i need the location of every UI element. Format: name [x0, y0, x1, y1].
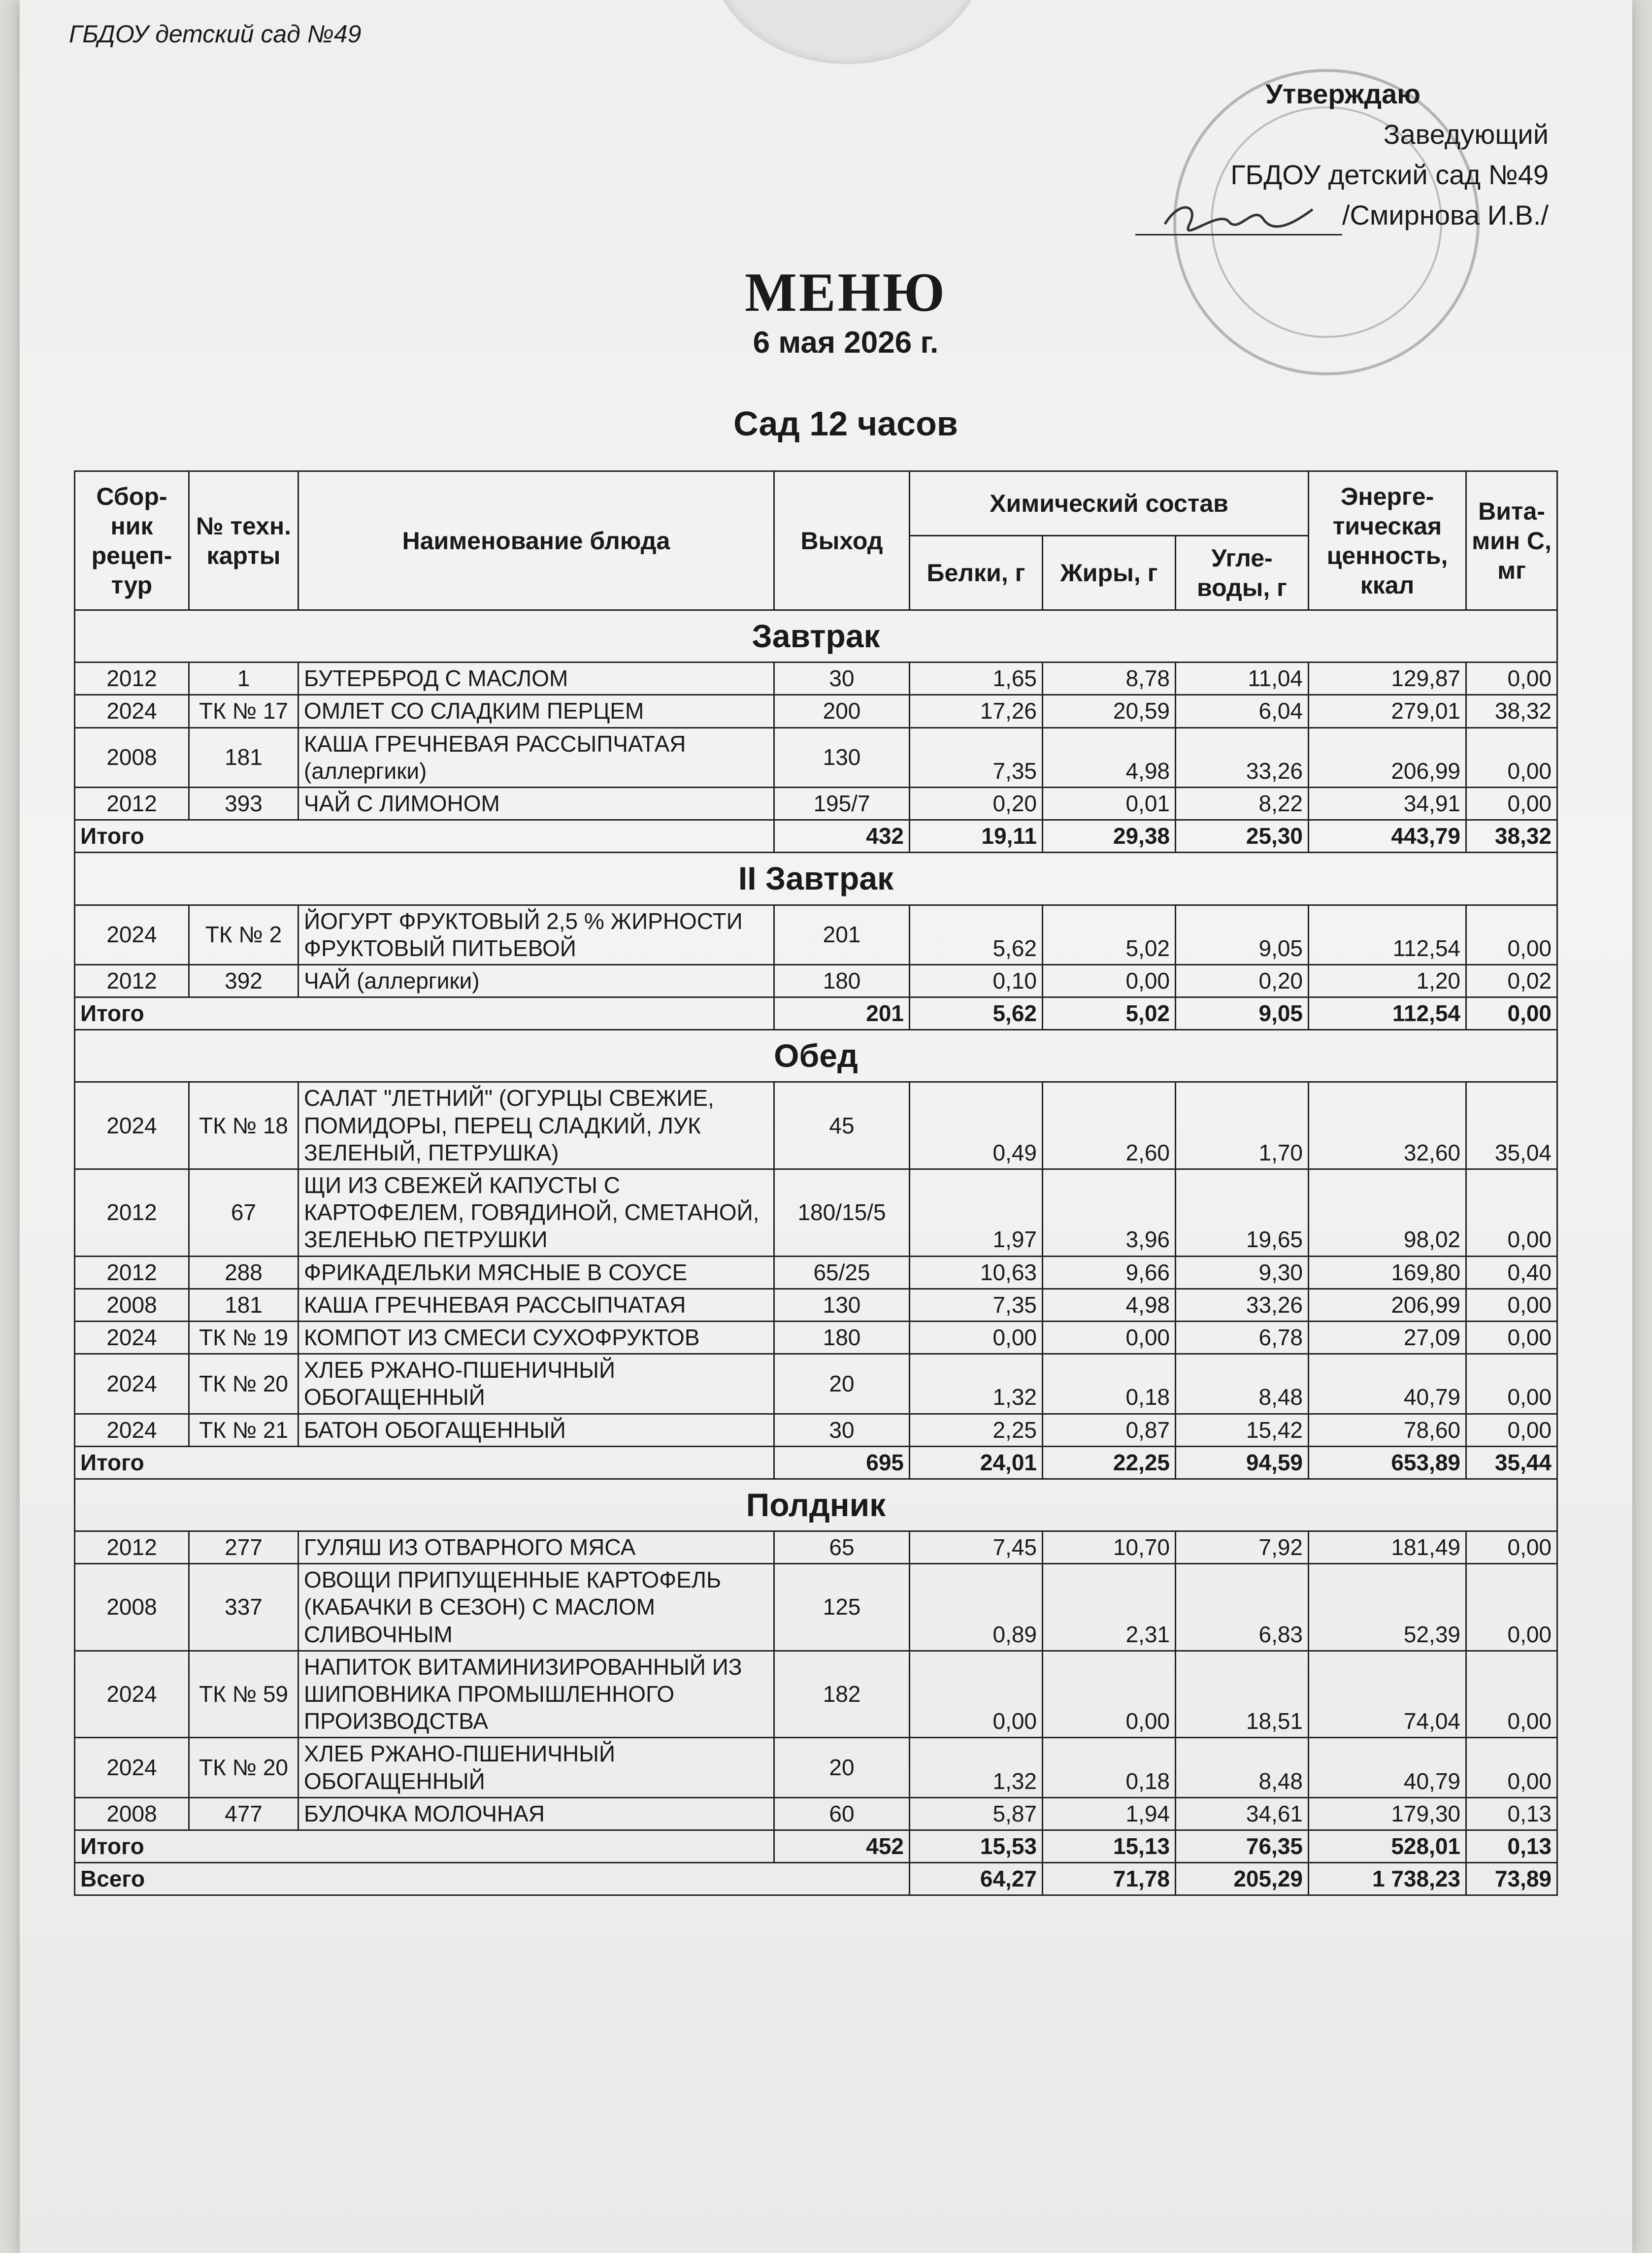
cell-fat: 4,98 [1043, 1289, 1176, 1321]
cell-yield: 45 [774, 1082, 910, 1169]
cell-protein: 1,32 [910, 1738, 1043, 1797]
cell-card: 288 [189, 1256, 298, 1289]
cell-collection-year: 2008 [75, 1564, 189, 1651]
table-row [75, 787, 1557, 820]
cell-carbs: 6,78 [1176, 1321, 1309, 1354]
section-title: Полдник [75, 1479, 1557, 1531]
cell-card: ТК № 17 [189, 695, 298, 728]
total-carbs: 76,35 [1176, 1830, 1309, 1862]
cell-protein: 0,10 [910, 964, 1043, 997]
cell-energy: 74,04 [1309, 1651, 1466, 1738]
table-row [75, 1564, 1557, 1651]
cell-vitamin-c: 0,13 [1466, 1797, 1557, 1830]
cell-energy: 34,91 [1309, 787, 1466, 820]
cell-energy: 206,99 [1309, 728, 1466, 787]
cell-vitamin-c: 0,40 [1466, 1256, 1557, 1289]
col-dish: Наименование блюда [298, 471, 774, 610]
cell-fat: 2,31 [1043, 1564, 1176, 1651]
menu-table [74, 470, 1558, 1896]
total-energy: 443,79 [1309, 820, 1466, 853]
col-chem: Химический состав [910, 471, 1309, 536]
cell-vitamin-c: 0,02 [1466, 964, 1557, 997]
col-collection: Сбор-ник рецеп-тур [75, 471, 189, 610]
total-fat: 5,02 [1043, 997, 1176, 1030]
cell-dish-name: САЛАТ "ЛЕТНИЙ" (ОГУРЦЫ СВЕЖИЕ, ПОМИДОРЫ, ПЕРЕЦ СЛАДКИЙ, ЛУК ЗЕЛЕНЫЙ, ПЕТРУШКА) [298, 1082, 774, 1169]
cell-protein: 17,26 [910, 695, 1043, 728]
cell-dish-name: ЧАЙ (аллергики) [298, 964, 774, 997]
cell-protein: 0,00 [910, 1651, 1043, 1738]
total-yield: 201 [774, 997, 910, 1030]
approve-org: ГБДОУ детский сад №49 [1230, 159, 1549, 190]
cell-carbs: 8,48 [1176, 1738, 1309, 1797]
cell-carbs: 9,30 [1176, 1256, 1309, 1289]
col-protein: Белки, г [910, 536, 1043, 610]
cell-fat: 0,87 [1043, 1414, 1176, 1446]
cell-dish-name: БУТЕРБРОД С МАСЛОМ [298, 663, 774, 695]
cell-yield: 195/7 [774, 787, 910, 820]
cell-collection-year: 2024 [75, 695, 189, 728]
cell-yield: 20 [774, 1738, 910, 1797]
cell-energy: 40,79 [1309, 1354, 1466, 1414]
total-carbs: 25,30 [1176, 820, 1309, 853]
total-vitamin-c: 35,44 [1466, 1446, 1557, 1479]
total-label: Итого [75, 1830, 774, 1862]
approve-signature-line [1105, 195, 1549, 235]
cell-dish-name: ГУЛЯШ ИЗ ОТВАРНОГО МЯСА [298, 1531, 774, 1564]
table-row [75, 1797, 1557, 1830]
table-row [75, 1256, 1557, 1289]
cell-protein: 7,45 [910, 1531, 1043, 1564]
cell-protein: 2,25 [910, 1414, 1043, 1446]
cell-fat: 4,98 [1043, 728, 1176, 787]
total-row [75, 820, 1557, 853]
table-row [75, 1651, 1557, 1738]
cell-dish-name: БУЛОЧКА МОЛОЧНАЯ [298, 1797, 774, 1830]
cell-energy: 78,60 [1309, 1414, 1466, 1446]
organization-header: ГБДОУ детский сад №49 [69, 20, 362, 48]
cell-card: 1 [189, 663, 298, 695]
cell-dish-name: КАША ГРЕЧНЕВАЯ РАССЫПЧАТАЯ [298, 1289, 774, 1321]
cell-card: ТК № 19 [189, 1321, 298, 1354]
cell-protein: 7,35 [910, 728, 1043, 787]
cell-energy: 206,99 [1309, 1289, 1466, 1321]
cell-yield: 180 [774, 1321, 910, 1354]
table-row [75, 1414, 1557, 1446]
cell-vitamin-c: 0,00 [1466, 1738, 1557, 1797]
total-yield: 452 [774, 1830, 910, 1862]
cell-vitamin-c: 38,32 [1466, 695, 1557, 728]
cell-vitamin-c: 0,00 [1466, 1321, 1557, 1354]
menu-subtitle: Сад 12 часов [733, 404, 958, 443]
cell-yield: 60 [774, 1797, 910, 1830]
cell-fat: 20,59 [1043, 695, 1176, 728]
cell-collection-year: 2024 [75, 1321, 189, 1354]
cell-dish-name: ЙОГУРТ ФРУКТОВЫЙ 2,5 % ЖИРНОСТИ ФРУКТОВЫЙ ПИТЬЕВОЙ [298, 905, 774, 964]
total-label: Итого [75, 997, 774, 1030]
section-row [75, 1479, 1557, 1531]
total-protein: 24,01 [910, 1446, 1043, 1479]
cell-dish-name: ХЛЕБ РЖАНО-ПШЕНИЧНЫЙ ОБОГАЩЕННЫЙ [298, 1738, 774, 1797]
cell-energy: 179,30 [1309, 1797, 1466, 1830]
cell-collection-year: 2012 [75, 787, 189, 820]
cell-vitamin-c: 0,00 [1466, 1531, 1557, 1564]
cell-energy: 52,39 [1309, 1564, 1466, 1651]
cell-collection-year: 2012 [75, 964, 189, 997]
cell-card: 393 [189, 787, 298, 820]
total-protein: 15,53 [910, 1830, 1043, 1862]
cell-card: 181 [189, 1289, 298, 1321]
cell-protein: 0,49 [910, 1082, 1043, 1169]
cell-collection-year: 2024 [75, 1354, 189, 1414]
cell-yield: 180 [774, 964, 910, 997]
cell-carbs: 6,83 [1176, 1564, 1309, 1651]
cell-carbs: 15,42 [1176, 1414, 1309, 1446]
table-row [75, 728, 1557, 787]
cell-vitamin-c: 0,00 [1466, 787, 1557, 820]
cell-card: 477 [189, 1797, 298, 1830]
cell-yield: 182 [774, 1651, 910, 1738]
table-row [75, 1354, 1557, 1414]
cell-collection-year: 2008 [75, 728, 189, 787]
cell-protein: 1,32 [910, 1354, 1043, 1414]
cell-protein: 5,62 [910, 905, 1043, 964]
cell-energy: 32,60 [1309, 1082, 1466, 1169]
table-row [75, 1738, 1557, 1797]
cell-energy: 1,20 [1309, 964, 1466, 997]
cell-energy: 98,02 [1309, 1169, 1466, 1257]
total-label: Итого [75, 820, 774, 853]
cell-fat: 0,00 [1043, 964, 1176, 997]
grand-total-label: Всего [75, 1863, 910, 1895]
cell-carbs: 33,26 [1176, 728, 1309, 787]
total-carbs: 94,59 [1176, 1446, 1309, 1479]
total-protein: 19,11 [910, 820, 1043, 853]
cell-fat: 0,00 [1043, 1651, 1176, 1738]
cell-protein: 5,87 [910, 1797, 1043, 1830]
cell-energy: 279,01 [1309, 695, 1466, 728]
grand-total-fat: 71,78 [1043, 1863, 1176, 1895]
approval-block [1105, 74, 1549, 235]
cell-card: ТК № 21 [189, 1414, 298, 1446]
cell-carbs: 7,92 [1176, 1531, 1309, 1564]
cell-collection-year: 2008 [75, 1797, 189, 1830]
cell-dish-name: ОВОЩИ ПРИПУЩЕННЫЕ КАРТОФЕЛЬ (КАБАЧКИ В СЕЗОН) С МАСЛОМ СЛИВОЧНЫМ [298, 1564, 774, 1651]
total-energy: 112,54 [1309, 997, 1466, 1030]
table-row [75, 695, 1557, 728]
cell-energy: 40,79 [1309, 1738, 1466, 1797]
col-energy: Энерге-тическая ценность, ккал [1309, 471, 1466, 610]
total-row [75, 1446, 1557, 1479]
cell-card: 67 [189, 1169, 298, 1257]
table-row [75, 663, 1557, 695]
cell-carbs: 18,51 [1176, 1651, 1309, 1738]
approve-name: /Смирнова И.В./ [1342, 199, 1549, 231]
cell-protein: 1,97 [910, 1169, 1043, 1257]
table-row [75, 905, 1557, 964]
col-fat: Жиры, г [1043, 536, 1176, 610]
grand-total-vitamin-c: 73,89 [1466, 1863, 1557, 1895]
grand-total-energy: 1 738,23 [1309, 1863, 1466, 1895]
cell-fat: 10,70 [1043, 1531, 1176, 1564]
cell-yield: 130 [774, 1289, 910, 1321]
cell-card: 337 [189, 1564, 298, 1651]
cell-protein: 0,00 [910, 1321, 1043, 1354]
cell-vitamin-c: 0,00 [1466, 1289, 1557, 1321]
cell-fat: 5,02 [1043, 905, 1176, 964]
cell-vitamin-c: 0,00 [1466, 1414, 1557, 1446]
total-fat: 22,25 [1043, 1446, 1176, 1479]
cell-yield: 200 [774, 695, 910, 728]
cell-card: 181 [189, 728, 298, 787]
cell-energy: 27,09 [1309, 1321, 1466, 1354]
col-yield: Выход [774, 471, 910, 610]
cell-collection-year: 2012 [75, 1531, 189, 1564]
cell-collection-year: 2012 [75, 1169, 189, 1257]
cell-yield: 130 [774, 728, 910, 787]
cell-card: ТК № 2 [189, 905, 298, 964]
cell-collection-year: 2008 [75, 1289, 189, 1321]
total-label: Итого [75, 1446, 774, 1479]
total-energy: 653,89 [1309, 1446, 1466, 1479]
cell-dish-name: ОМЛЕТ СО СЛАДКИМ ПЕРЦЕМ [298, 695, 774, 728]
cell-yield: 65 [774, 1531, 910, 1564]
grand-total-carbs: 205,29 [1176, 1863, 1309, 1895]
cell-card: 392 [189, 964, 298, 997]
cell-yield: 30 [774, 1414, 910, 1446]
cell-yield: 125 [774, 1564, 910, 1651]
cell-fat: 0,01 [1043, 787, 1176, 820]
cell-dish-name: ХЛЕБ РЖАНО-ПШЕНИЧНЫЙ ОБОГАЩЕННЫЙ [298, 1354, 774, 1414]
cell-carbs: 1,70 [1176, 1082, 1309, 1169]
cell-vitamin-c: 0,00 [1466, 1354, 1557, 1414]
total-row [75, 997, 1557, 1030]
cell-energy: 169,80 [1309, 1256, 1466, 1289]
cell-vitamin-c: 0,00 [1466, 905, 1557, 964]
section-row [75, 610, 1557, 663]
cell-fat: 3,96 [1043, 1169, 1176, 1257]
total-fat: 15,13 [1043, 1830, 1176, 1862]
total-vitamin-c: 0,13 [1466, 1830, 1557, 1862]
table-row [75, 964, 1557, 997]
cell-carbs: 34,61 [1176, 1797, 1309, 1830]
col-card: № техн. карты [189, 471, 298, 610]
cell-vitamin-c: 0,00 [1466, 663, 1557, 695]
total-protein: 5,62 [910, 997, 1043, 1030]
total-carbs: 9,05 [1176, 997, 1309, 1030]
total-vitamin-c: 38,32 [1466, 820, 1557, 853]
cell-carbs: 0,20 [1176, 964, 1309, 997]
cell-vitamin-c: 0,00 [1466, 1169, 1557, 1257]
cell-dish-name: ЧАЙ С ЛИМОНОМ [298, 787, 774, 820]
menu-date: 6 мая 2026 г. [753, 326, 939, 360]
cell-carbs: 11,04 [1176, 663, 1309, 695]
cell-collection-year: 2024 [75, 1738, 189, 1797]
section-row [75, 853, 1557, 905]
cell-dish-name: КОМПОТ ИЗ СМЕСИ СУХОФРУКТОВ [298, 1321, 774, 1354]
cell-vitamin-c: 0,00 [1466, 1564, 1557, 1651]
table-row [75, 1289, 1557, 1321]
signature [1135, 209, 1342, 235]
cell-card: ТК № 20 [189, 1354, 298, 1414]
cell-carbs: 9,05 [1176, 905, 1309, 964]
cell-collection-year: 2024 [75, 905, 189, 964]
cell-carbs: 8,22 [1176, 787, 1309, 820]
section-title: II Завтрак [75, 853, 1557, 905]
cell-yield: 201 [774, 905, 910, 964]
cell-vitamin-c: 0,00 [1466, 728, 1557, 787]
total-row [75, 1830, 1557, 1862]
table-row [75, 1169, 1557, 1257]
cell-dish-name: ФРИКАДЕЛЬКИ МЯСНЫЕ В СОУСЕ [298, 1256, 774, 1289]
approve-position: Заведующий [1383, 119, 1549, 150]
cell-energy: 181,49 [1309, 1531, 1466, 1564]
col-carbs: Угле-воды, г [1176, 536, 1309, 610]
header-row [75, 471, 1557, 536]
cell-fat: 0,18 [1043, 1354, 1176, 1414]
cell-vitamin-c: 0,00 [1466, 1651, 1557, 1738]
section-title: Обед [75, 1030, 1557, 1082]
cell-card: 277 [189, 1531, 298, 1564]
cell-carbs: 19,65 [1176, 1169, 1309, 1257]
section-title: Завтрак [75, 610, 1557, 663]
cell-fat: 2,60 [1043, 1082, 1176, 1169]
cell-protein: 0,89 [910, 1564, 1043, 1651]
cell-carbs: 33,26 [1176, 1289, 1309, 1321]
cell-carbs: 8,48 [1176, 1354, 1309, 1414]
page-title: МЕНЮ [745, 262, 947, 323]
cell-protein: 7,35 [910, 1289, 1043, 1321]
cell-yield: 20 [774, 1354, 910, 1414]
total-vitamin-c: 0,00 [1466, 997, 1557, 1030]
cell-card: ТК № 59 [189, 1651, 298, 1738]
cell-fat: 1,94 [1043, 1797, 1176, 1830]
cell-dish-name: ЩИ ИЗ СВЕЖЕЙ КАПУСТЫ С КАРТОФЕЛЕМ, ГОВЯДИНОЙ, СМЕТАНОЙ, ЗЕЛЕНЬЮ ПЕТРУШКИ [298, 1169, 774, 1257]
cell-carbs: 6,04 [1176, 695, 1309, 728]
signature-scribble [1135, 199, 1342, 234]
cell-dish-name: КАША ГРЕЧНЕВАЯ РАССЫПЧАТАЯ (аллергики) [298, 728, 774, 787]
cell-collection-year: 2024 [75, 1651, 189, 1738]
cell-yield: 65/25 [774, 1256, 910, 1289]
cell-protein: 1,65 [910, 663, 1043, 695]
cell-dish-name: БАТОН ОБОГАЩЕННЫЙ [298, 1414, 774, 1446]
total-fat: 29,38 [1043, 820, 1176, 853]
cell-vitamin-c: 35,04 [1466, 1082, 1557, 1169]
cell-yield: 30 [774, 663, 910, 695]
approve-title: Утверждаю [1265, 78, 1421, 109]
cell-protein: 0,20 [910, 787, 1043, 820]
punch-hole [709, 0, 985, 64]
cell-card: ТК № 18 [189, 1082, 298, 1169]
total-yield: 695 [774, 1446, 910, 1479]
cell-fat: 8,78 [1043, 663, 1176, 695]
cell-protein: 10,63 [910, 1256, 1043, 1289]
total-yield: 432 [774, 820, 910, 853]
cell-energy: 129,87 [1309, 663, 1466, 695]
cell-energy: 112,54 [1309, 905, 1466, 964]
cell-collection-year: 2012 [75, 663, 189, 695]
section-row [75, 1030, 1557, 1082]
cell-dish-name: НАПИТОК ВИТАМИНИЗИРОВАННЫЙ ИЗ ШИПОВНИКА ПРОМЫШЛЕННОГО ПРОИЗВОДСТВА [298, 1651, 774, 1738]
cell-card: ТК № 20 [189, 1738, 298, 1797]
cell-collection-year: 2012 [75, 1256, 189, 1289]
grand-total-protein: 64,27 [910, 1863, 1043, 1895]
table-row [75, 1531, 1557, 1564]
cell-collection-year: 2024 [75, 1082, 189, 1169]
col-vitc: Вита-мин С, мг [1466, 471, 1557, 610]
cell-fat: 0,18 [1043, 1738, 1176, 1797]
table-row [75, 1321, 1557, 1354]
table-row [75, 1082, 1557, 1169]
cell-fat: 0,00 [1043, 1321, 1176, 1354]
total-energy: 528,01 [1309, 1830, 1466, 1862]
cell-collection-year: 2024 [75, 1414, 189, 1446]
cell-fat: 9,66 [1043, 1256, 1176, 1289]
cell-yield: 180/15/5 [774, 1169, 910, 1257]
grand-total-row [75, 1863, 1557, 1895]
